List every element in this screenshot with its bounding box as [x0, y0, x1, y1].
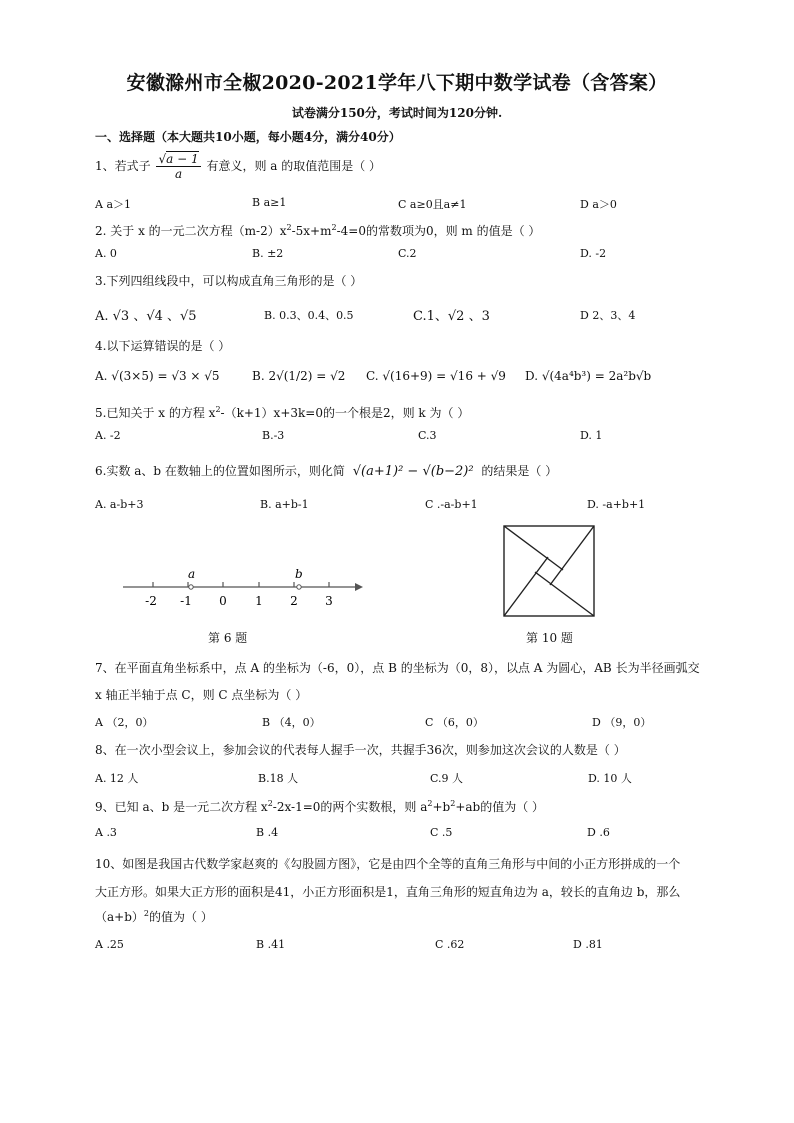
question-6: 6.实数 a、b 在数轴上的位置如图所示，则化简 √(a+1)² − √(b−2)² 的结果是（ ）: [95, 464, 558, 479]
point-a-label: a: [188, 567, 196, 581]
q8-option-b: B.18 人: [258, 772, 299, 785]
question-9: 9、已知 a、b 是一元二次方程 $x^2-2x-1=0$的两个实数根，则 $a^2+b^2+ab$的值为（ ）: [95, 799, 545, 814]
q7-option-c: C （6，0）: [425, 716, 484, 729]
q5-option-d: D. 1: [580, 429, 603, 442]
number-line-figure: [115, 560, 375, 610]
q7-option-a: A （2，0）: [95, 716, 154, 729]
question-8: 8、在一次小型会议上，参加会议的代表每人握手一次，共握手36次，则参加这次会议的人数是（ ）: [95, 743, 626, 757]
q9-option-a: A .3: [95, 826, 117, 839]
q7-option-b: B （4，0）: [262, 716, 321, 729]
q10-option-a: A .25: [95, 938, 124, 951]
q2-option-c: C.2: [398, 247, 417, 260]
q3-option-c: C.1、√2 、3: [413, 309, 490, 324]
q9-option-b: B .4: [256, 826, 279, 839]
q6-option-d: D. -a+b+1: [587, 498, 646, 511]
point-b-marker: [297, 585, 301, 589]
point-a-marker: [189, 585, 193, 589]
point-b-label: b: [295, 567, 303, 581]
q4-option-b: B. 2√(1/2) = √2: [252, 369, 346, 383]
q6-option-b: B. a+b-1: [260, 498, 309, 511]
figure-10-caption: 第 10 题: [526, 631, 573, 645]
tick-label: 3: [325, 594, 333, 608]
question-10-line-3: $(a+b)^2$的值为（ ）: [95, 909, 213, 924]
q2-option-b: B. ±2: [252, 247, 284, 260]
q8-option-c: C.9 人: [430, 772, 464, 785]
q3-option-a: A. √3 、√4 、√5: [95, 309, 197, 324]
q4-option-c: C. √(16+9) = √16 + √9: [366, 369, 506, 383]
pinwheel-square-figure: [503, 525, 595, 617]
q3-option-b: B. 0.3、0.4、0.5: [264, 309, 354, 322]
question-2: 2. 关于 x 的一元二次方程$(m-2)x^2-5x+m^2-4=0$的常数项为0，则 m 的值是（ ）: [95, 223, 541, 238]
tick-label: 1: [255, 594, 263, 608]
tick-label: 0: [219, 594, 227, 608]
q8-option-d: D. 10 人: [588, 772, 632, 785]
question-10-line-1: 10、如图是我国古代数学家赵爽的《勾股圆方图》，它是由四个全等的直角三角形与中间的小正方形拼成的一个: [95, 857, 681, 871]
question-7-line-1: 7、在平面直角坐标系中，点 A 的坐标为（-6，0），点 B 的坐标为（0，8），以点 A 为圆心，AB 长为半径画弧交: [95, 661, 700, 675]
q5-option-a: A. -2: [95, 429, 121, 442]
q8-option-a: A. 12 人: [95, 772, 139, 785]
tick-label: -1: [180, 594, 192, 608]
q6-expression: √(a+1)² − √(b−2)²: [352, 464, 474, 479]
q4-option-a: A. √(3×5) = √3 × √5: [95, 369, 220, 383]
question-3: 3.下列四组线段中，可以构成直角三角形的是（ ）: [95, 274, 363, 288]
question-1: 1、若式子 $\frac{√a - 1}{a}$ 有意义，则 a 的取值范围是（ ）: [95, 152, 382, 181]
q10-option-d: D .81: [573, 938, 603, 951]
question-10-line-2: 大正方形。如果大正方形的面积是41，小正方形面积是1，直角三角形的短直角边为 a，较长的直角边 b，那么: [95, 885, 681, 899]
q10-option-b: B .41: [256, 938, 286, 951]
tick-label: 2: [290, 594, 298, 608]
q3-option-d: D 2、3、4: [580, 309, 636, 322]
q6-option-c: C .-a-b+1: [425, 498, 478, 511]
tick-label: -2: [145, 594, 157, 608]
exam-info: 试卷满分150分，考试时间为120分钟.: [291, 106, 503, 120]
q2-option-d: D. -2: [580, 247, 607, 260]
page-title: 安徽滁州市全椒2020-2021学年八下期中数学试卷（含答案）: [126, 72, 668, 94]
q1-option-a: A a＞1: [95, 198, 131, 211]
figure-6-caption: 第 6 题: [208, 631, 248, 645]
q5-option-c: C.3: [418, 429, 437, 442]
fraction: $\frac{√a - 1}{a}$: [158, 152, 199, 181]
q5-option-b: B.-3: [262, 429, 285, 442]
q1-option-c: C a≥0且a≠1: [398, 198, 467, 211]
q6-option-a: A. a-b+3: [95, 498, 144, 511]
q4-option-d: D. √(4a⁴b³) = 2a²b√b: [525, 369, 652, 383]
q1-option-d: D a＞0: [580, 198, 617, 211]
question-4: 4.以下运算错误的是（ ）: [95, 339, 231, 353]
q9-option-d: D .6: [587, 826, 610, 839]
question-7-line-2: x 轴正半轴于点 C，则 C 点坐标为（ ）: [95, 688, 308, 702]
q9-option-c: C .5: [430, 826, 453, 839]
question-5: 5.已知关于 x 的方程 $x^2-(k+1)x+3k=0$的一个根是2，则 k 为（ ）: [95, 405, 470, 420]
section-heading: 一、选择题（本大题共10小题，每小题4分，满分40分）: [95, 130, 401, 144]
q10-option-c: C .62: [435, 938, 465, 951]
q2-option-a: A. 0: [95, 247, 117, 260]
q1-option-b: B a≥1: [252, 196, 287, 209]
q7-option-d: D （9，0）: [592, 716, 652, 729]
